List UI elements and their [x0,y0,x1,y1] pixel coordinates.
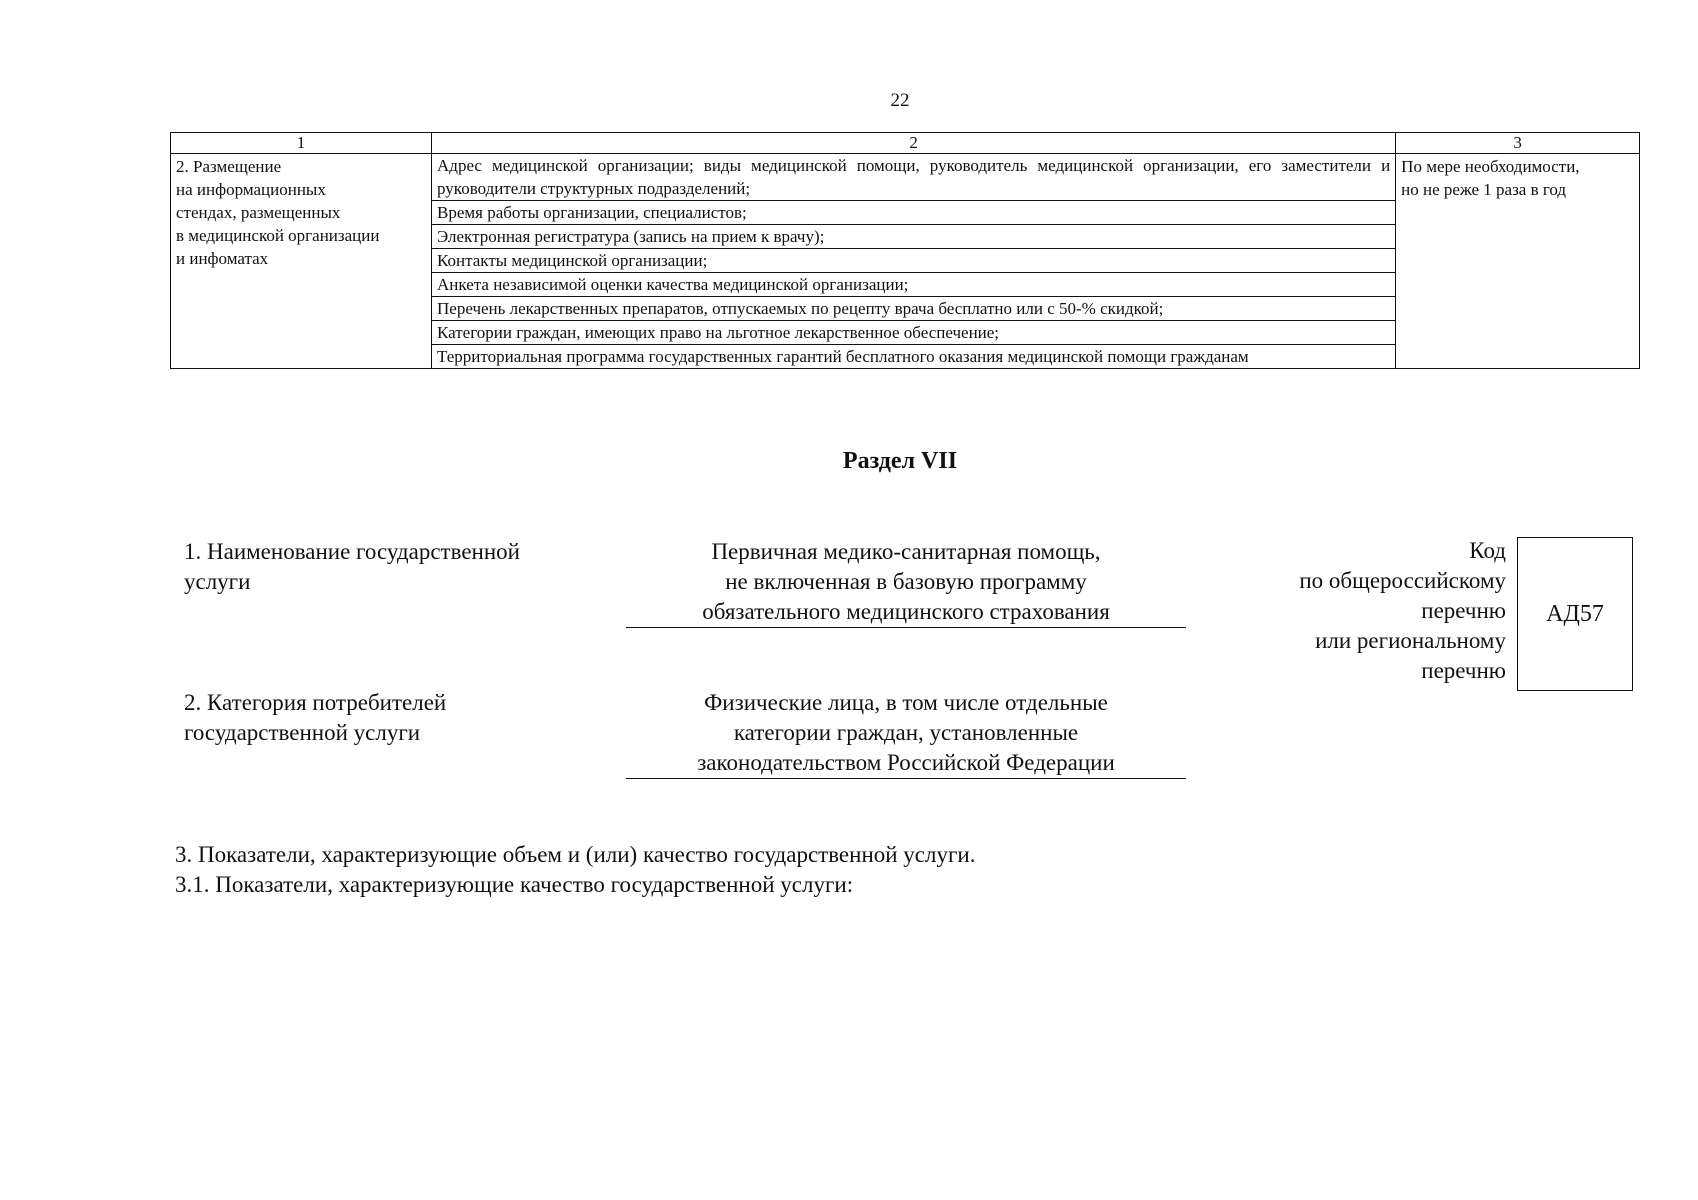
method-cell [171,154,432,369]
consumers-value [626,688,1186,779]
code-label-line: перечню [1421,658,1506,683]
value-line: не включенная в базовую программу [725,569,1087,594]
method-line: в медицинской организации [176,226,380,245]
label-line: услуги [184,569,251,594]
content-cell [432,154,1396,369]
code-label-line: перечню [1421,598,1506,623]
quality-indicators-heading: 3.1. Показатели, характеризующие качество государственной услуги: [175,872,854,897]
content-item: Адрес медицинской организации; виды медицинской помощи, руководитель медицинской организации, его заместители и руководители структурных подразделений; [432,154,1395,201]
label-line: 2. Категория потребителей [184,690,447,715]
label-line: государственной услуги [184,720,421,745]
information-table [170,132,1640,369]
indicators-heading: 3. Показатели, характеризующие объем и (или) качество государственной услуги. [175,842,976,867]
value-line: Физические лица, в том числе отдельные [704,690,1108,715]
service-name-value [626,537,1186,628]
content-item: Категории граждан, имеющих право на льготное лекарственное обеспечение; [432,321,1395,345]
table-header-row [171,133,1640,154]
code-label [1240,536,1506,686]
frequency-cell [1396,154,1640,369]
content-item: Территориальная программа государственных гарантий бесплатного оказания медицинской помощи гражданам [437,347,1249,366]
content-item: Электронная регистратура (запись на прием к врачу); [432,225,1395,249]
header-col-2: 2 [432,133,1396,154]
method-line: и инфоматах [176,249,269,268]
header-col-1: 1 [171,133,432,154]
code-label-line: Код [1469,538,1506,563]
value-line: Первичная медико-санитарная помощь, [711,539,1101,564]
code-label-line: по общероссийскому [1299,568,1506,593]
value-line: категории граждан, установленные [733,720,1079,745]
table-row [171,154,1640,369]
code-label-line: или региональному [1315,628,1506,653]
method-line: на информационных [176,180,326,199]
service-name-label [184,537,520,597]
method-line: 2. Размещение [176,157,282,176]
value-line: обязательного медицинского страхования [702,599,1110,624]
frequency-line: По мере необходимости, [1401,157,1580,176]
code-box: АД57 [1517,537,1633,691]
page-number: 22 [890,90,910,111]
content-item: Время работы организации, специалистов; [432,201,1395,225]
method-line: стендах, размещенных [176,203,341,222]
frequency-line: но не реже 1 раза в год [1401,180,1567,199]
consumers-label [184,688,446,748]
label-line: 1. Наименование государственной [184,539,520,564]
content-item: Анкета независимой оценки качества медицинской организации; [432,273,1395,297]
content-item: Перечень лекарственных препаратов, отпускаемых по рецепту врача бесплатно или с 50-% скидкой; [432,297,1395,321]
value-line: законодательством Российской Федерации [697,750,1115,775]
header-col-3: 3 [1396,133,1640,154]
section-title: Раздел VII [842,448,958,474]
content-item: Контакты медицинской организации; [432,249,1395,273]
